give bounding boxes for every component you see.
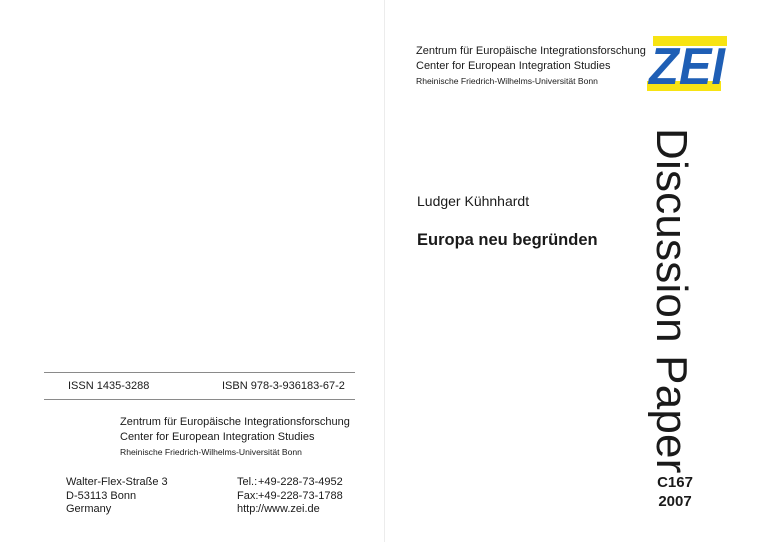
address-street: Walter-Flex-Straße 3 — [66, 476, 168, 488]
spine-divider — [384, 0, 385, 542]
institute-name-en: Center for European Integration Studies — [120, 431, 315, 443]
institute-name-de: Zentrum für Europäische Integrationsforschung — [120, 416, 350, 428]
university-name: Rheinische Friedrich-Wilhelms-Universität Bonn — [120, 447, 302, 457]
website-url: //www.zei.de — [258, 503, 320, 515]
issn-number: ISSN 1435-3288 — [68, 380, 150, 392]
fax-row — [237, 490, 343, 504]
paper-title: Europa neu begründen — [417, 231, 598, 249]
institute-name-en: Center for European Integration Studies — [416, 60, 611, 72]
paper-number: C167 — [657, 474, 693, 491]
website-row — [237, 503, 343, 517]
university-name: Rheinische Friedrich-Wilhelms-Universität Bonn — [416, 76, 598, 86]
institute-header — [416, 44, 646, 89]
institute-footer — [120, 415, 350, 460]
paper-number-block — [640, 473, 710, 511]
fax-number: +49-228-73-1788 — [258, 489, 343, 502]
top-rule — [44, 372, 355, 373]
logo-text: ZEI — [647, 38, 727, 93]
author-name: Ludger Kühnhardt — [417, 193, 530, 209]
institute-name-de: Zentrum für Europäische Integrationsforschung — [416, 45, 646, 57]
contact-info — [237, 476, 343, 517]
address-city: D-53113 Bonn — [66, 489, 137, 502]
paper-year: 2007 — [658, 493, 692, 510]
bottom-rule — [44, 399, 355, 400]
phone-label: Tel.: — [237, 476, 258, 488]
fax-label: Fax: — [237, 489, 259, 502]
postal-address — [66, 476, 168, 517]
isbn-number: ISBN 978-3-936183-67-2 — [222, 380, 345, 392]
series-name: Discussion Paper — [647, 128, 696, 474]
zei-logo — [645, 35, 731, 93]
phone-row — [237, 476, 343, 490]
address-country: Germany — [66, 503, 112, 515]
phone-number: +49-228-73-4952 — [258, 476, 343, 488]
website-label: http: — [237, 503, 259, 515]
